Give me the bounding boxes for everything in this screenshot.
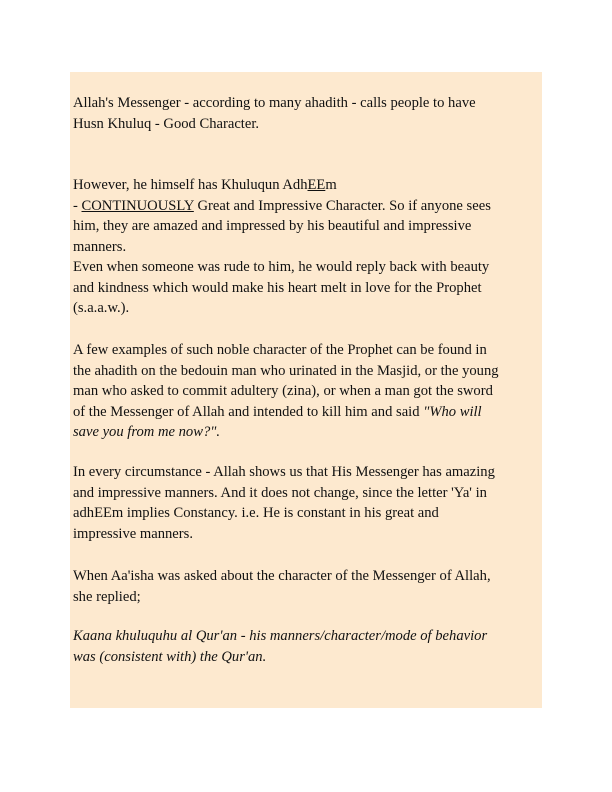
paragraph-character xyxy=(73,175,543,319)
text-line xyxy=(73,196,543,217)
italic-quote: "Who will xyxy=(423,403,482,420)
text-line xyxy=(73,402,543,423)
text-line: When Aa'isha was asked about the character of the Messenger of Allah, xyxy=(73,568,491,584)
text-span: - xyxy=(73,197,82,214)
underlined-text: CONTINUOUSLY xyxy=(81,197,194,214)
text-line: the ahadith on the bedouin man who urinated in the Masjid, or the young xyxy=(73,362,499,379)
paragraph-examples xyxy=(73,340,543,443)
text-line: man who asked to commit adultery (zina), or when a man got the sword xyxy=(73,383,493,399)
text-line: In every circumstance - Allah shows us that His Messenger has amazing xyxy=(73,464,495,480)
text-span: However, he himself has Khuluqun Adh xyxy=(73,177,308,193)
text-line: A few examples of such noble character of the Prophet can be found in xyxy=(73,342,487,358)
text-line: she replied; xyxy=(73,588,141,605)
text-line: Husn Khuluq - Good Character. xyxy=(73,115,260,132)
italic-quote: Kaana khuluquhu al Qur'an - his manners/character/mode of behavior xyxy=(73,628,488,644)
italic-quote: save you from me now?". xyxy=(73,424,221,440)
text-span: of the Messenger of Allah and intended to kill him and said xyxy=(73,403,424,420)
paragraph-aaisha xyxy=(73,566,543,607)
text-line: him, they are amazed and impressed by his beautiful and impressive xyxy=(73,218,472,234)
paragraph-circumstance xyxy=(73,462,543,544)
text-line: Even when someone was rude to him, he would reply back with beauty xyxy=(73,259,490,275)
paragraph-quote xyxy=(73,626,543,667)
text-line: manners. xyxy=(73,238,127,255)
text-line: Allah's Messenger - according to many ahadith - calls people to have xyxy=(73,95,476,111)
text-span: m xyxy=(325,177,337,193)
text-line: (s.a.a.w.). xyxy=(73,300,130,316)
text-line: adhEEm implies Constancy. i.e. He is constant in his great and xyxy=(73,505,439,521)
text-line xyxy=(73,175,543,196)
paragraph-intro xyxy=(73,93,543,134)
text-line: and impressive manners. And it does not change, since the letter 'Ya' in xyxy=(73,484,487,501)
text-line: impressive manners. xyxy=(73,525,193,542)
text-span: Great and Impressive Character. So if anyone sees xyxy=(193,197,491,214)
text-line: and kindness which would make his heart melt in love for the Prophet xyxy=(73,279,482,296)
underlined-text: EE xyxy=(307,177,326,193)
italic-quote: was (consistent with) the Qur'an. xyxy=(73,648,267,665)
